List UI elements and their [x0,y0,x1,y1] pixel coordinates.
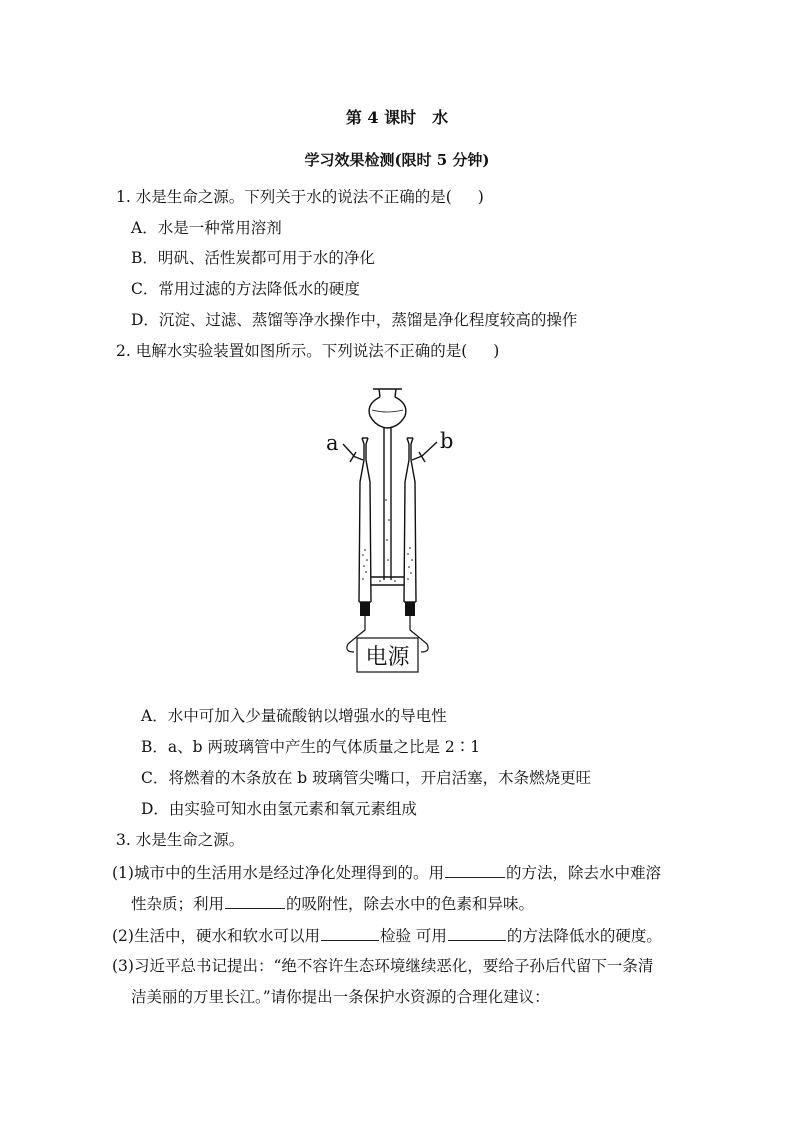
q1-option-b: B．明矾、活性炭都可用于水的净化 [131,249,375,267]
q1-option-a: A．水是一种常用溶剂 [131,219,282,237]
question-1-stem [116,187,484,207]
q3-p1-text-d: 的吸附性，除去水中的色素和异味。 [286,895,535,913]
q3-p2-text-c: 的方法降低水的硬度。 [506,927,662,945]
q1-option-d: D．沉淀、过滤、蒸馏等净水操作中，蒸馏是净化程度较高的操作 [131,311,578,329]
fill-blank-4[interactable] [448,925,506,941]
question-2-text: 2. 电解水实验装置如图所示。下列说法不正确的是( [116,342,468,360]
question-1-close: ) [477,188,484,206]
fill-blank-3[interactable] [321,925,379,941]
q1-option-c: C．常用过滤的方法降低水的硬度 [131,280,360,298]
q3-part-1-line-2 [131,893,534,914]
fill-blank-2[interactable] [225,893,285,909]
q2-option-a: A．水中可加入少量硫酸钠以增强水的导电性 [141,707,447,725]
q3-p1-text-a: (1)城市中的生活用水是经过净化处理得到的。用 [112,864,444,882]
q3-p2-text-a: (2)生活中，硬水和软水可以用 [112,927,320,945]
page-subtitle: 学习效果检测(限时 5 分钟) [304,151,490,169]
q3-p1-text-c: 性杂质；利用 [131,895,225,913]
q3-part-3-line-1: (3)习近平总书记提出：“绝不容许生态环境继续恶化，要给子孙后代留下一条清 [112,957,654,975]
q3-p2-text-b: 检验 可用 [379,927,447,945]
tube-a-label: a [326,431,339,455]
tube-b-label: b [440,429,454,453]
question-2-close: ) [493,342,500,360]
q2-option-c: C．将燃着的木条放在 b 玻璃管尖嘴口，开启活塞，木条燃烧更旺 [141,769,592,787]
power-supply-label: 电源 [365,645,410,670]
question-1-text: 1. 水是生命之源。下列关于水的说法不正确的是( [116,188,452,206]
question-3-stem: 3. 水是生命之源。 [116,831,245,849]
q3-part-1-line-1 [112,862,661,883]
page-title: 第 4 课时 水 [345,108,449,127]
q2-option-b: B．a、b 两玻璃管中产生的气体质量之比是 2∶1 [141,738,481,756]
fill-blank-1[interactable] [445,862,505,878]
question-2-stem [116,341,499,361]
q3-p1-text-b: 的方法，除去水中难溶 [505,864,661,882]
q2-option-d: D．由实验可知水由氢元素和氧元素组成 [141,800,417,818]
q3-part-2 [112,925,662,946]
electrolysis-apparatus-figure [300,380,490,685]
q3-part-3-line-2: 洁美丽的万里长江。”请你提出一条保护水资源的合理化建议： [131,988,550,1006]
